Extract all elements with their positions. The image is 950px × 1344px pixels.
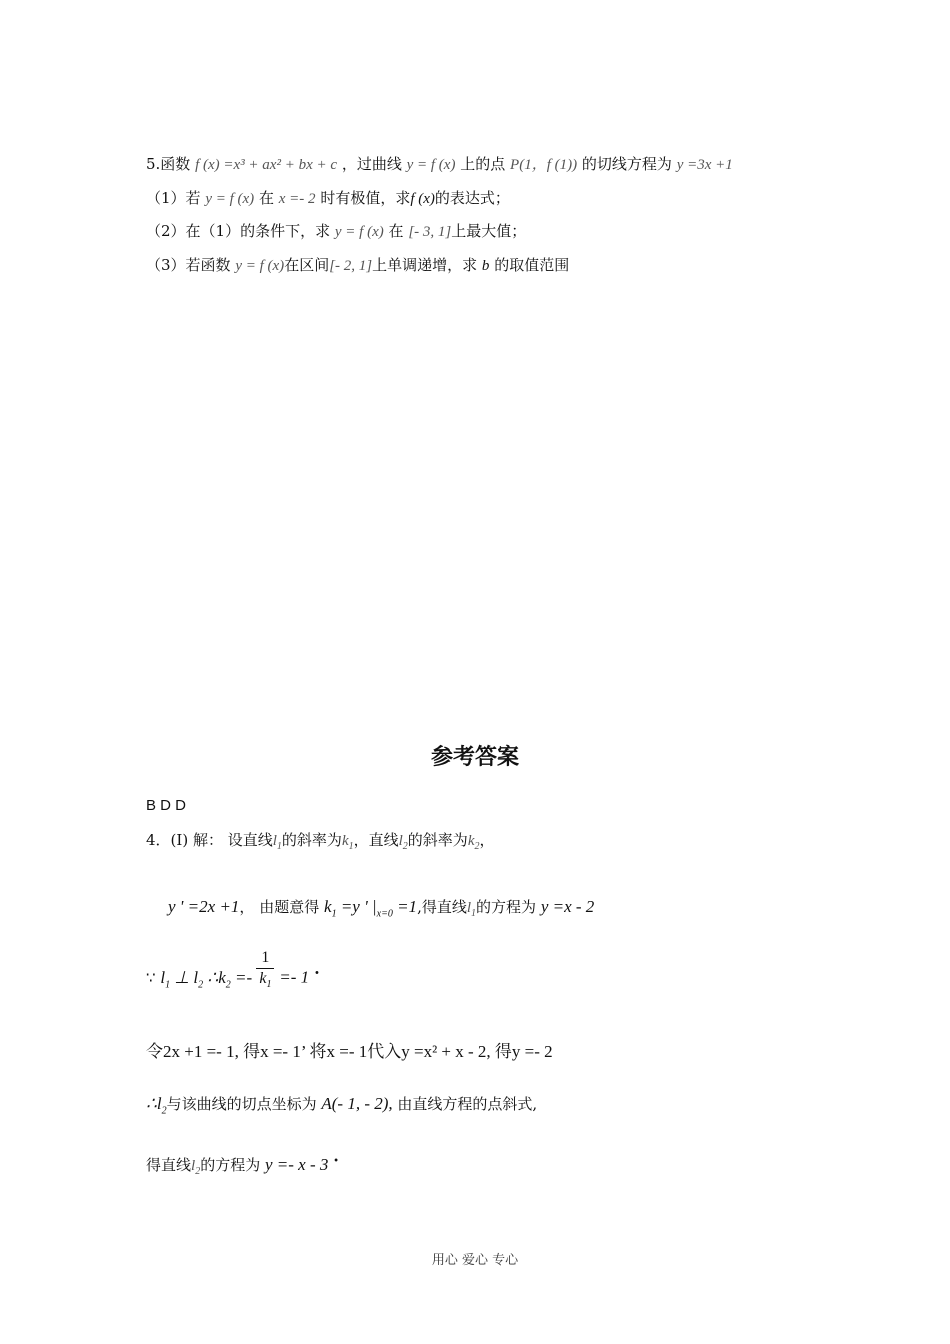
point-expression: P(1，f (1)) xyxy=(510,157,578,173)
math: [- 2, 1] xyxy=(329,258,373,274)
text: 的方程为 xyxy=(200,1156,261,1174)
math: 令2x +1 =- 1, 得x =- 1’ 将x =- 1代入y =x² + x - 2, 得y =- 2 xyxy=(146,1042,553,1061)
math: =1 xyxy=(392,897,418,916)
math: f (x) xyxy=(410,191,435,207)
choice-answers: B D D xyxy=(146,797,187,814)
math: k xyxy=(259,970,267,987)
question-3 xyxy=(146,255,569,276)
text: 时有极值，求 xyxy=(320,189,411,207)
math: $l_1$ ⊥ $l_2$ $\therefore k_2$ =- xyxy=(160,967,257,990)
math: =- xyxy=(230,967,257,987)
text: 的取值范围 xyxy=(494,256,570,274)
math: y = f (x) xyxy=(235,258,285,274)
math: k xyxy=(218,967,226,987)
text: ∵ xyxy=(146,968,156,987)
math: $k_1 =y$ ' $|_{x=0} =1$ xyxy=(324,897,418,920)
math: l xyxy=(466,900,472,916)
math: ⊥ xyxy=(170,967,194,987)
math: $k_1$ xyxy=(259,970,272,991)
problem5-label: 5.函数 xyxy=(146,155,191,173)
math: =y ' | xyxy=(336,897,377,916)
text: （2）在（1）的条件下，求 xyxy=(146,222,331,240)
math: ∴ xyxy=(203,967,219,987)
text: （1）若 xyxy=(146,189,201,207)
math: [- 3, 1] xyxy=(408,224,452,240)
text: ，直线 xyxy=(353,831,399,849)
text: ， xyxy=(479,831,495,849)
math: $\therefore l_2$ xyxy=(146,1094,167,1117)
text: 4．(I) 解： xyxy=(146,831,223,849)
math: y =- x - 3 xyxy=(264,1155,329,1174)
tangent-point-line xyxy=(146,1094,537,1121)
math: x=0 xyxy=(376,908,393,920)
math: l xyxy=(156,1094,162,1113)
math: k xyxy=(341,833,349,849)
text: 在区间 xyxy=(284,256,330,274)
math: $k_2$ xyxy=(467,833,480,852)
math: l xyxy=(398,833,403,849)
solve-line xyxy=(146,1042,553,1062)
math: $l_1$ xyxy=(272,833,282,852)
text: 设直线 xyxy=(227,831,273,849)
math: =- 1 xyxy=(279,967,310,987)
function-expression: f (x) =x³ + ax² + bx + c xyxy=(195,157,338,173)
math: y = f (x) xyxy=(334,224,384,240)
fraction xyxy=(256,948,274,995)
text: 的表达式； xyxy=(434,189,510,207)
problem5-statement xyxy=(146,154,733,175)
math: y =x - 2 xyxy=(540,897,595,916)
perpendicular-line xyxy=(146,949,320,995)
answers-title: 参考答案 xyxy=(430,745,519,770)
text: 的斜率为 xyxy=(281,831,342,849)
math: $l_2$ xyxy=(398,833,408,852)
text: ，过曲线 xyxy=(341,155,402,173)
math: l xyxy=(160,967,166,987)
math: x =- 2 xyxy=(278,191,316,207)
text: （3）若函数 xyxy=(146,256,231,274)
text: ,得直线 xyxy=(417,898,467,916)
math: k xyxy=(324,897,332,916)
text: 在 xyxy=(388,222,404,240)
text: 与该曲线的切点坐标为 xyxy=(166,1095,317,1113)
text: 的切线方程为 xyxy=(581,155,672,173)
text: ， xyxy=(239,898,255,916)
text: 上最大值； xyxy=(451,222,527,240)
math: y ' =2x +1 xyxy=(168,897,240,916)
question-2 xyxy=(146,221,526,242)
page-footer: 用心 爱心 专心 xyxy=(431,1253,519,1268)
math: 1 xyxy=(256,948,274,969)
math: A(- 1, - 2), xyxy=(321,1094,393,1113)
math: $k_1$ xyxy=(341,833,354,852)
math: l xyxy=(193,967,199,987)
text: 上的点 xyxy=(460,155,506,173)
question-1 xyxy=(146,188,510,209)
math: l xyxy=(191,1158,196,1174)
math: $l_2$ xyxy=(191,1158,201,1177)
text: 的方程为 xyxy=(476,898,537,916)
final-equation-line xyxy=(146,1152,339,1182)
math: l xyxy=(272,833,277,849)
text: 得直线 xyxy=(146,1156,192,1174)
text: • xyxy=(333,1156,340,1167)
text: 由题意得 xyxy=(259,898,320,916)
text: • xyxy=(313,968,320,980)
text: 在 xyxy=(258,189,274,207)
math: b xyxy=(481,258,490,274)
math: ∴ xyxy=(146,1094,157,1113)
text: 的斜率为 xyxy=(407,831,468,849)
tangent-expression: y =3x +1 xyxy=(676,157,733,173)
math: k xyxy=(467,833,475,849)
curve-expression: y = f (x) xyxy=(406,157,456,173)
answer-4-intro xyxy=(146,830,495,857)
math: y = f (x) xyxy=(205,191,255,207)
derivative-line xyxy=(168,897,594,924)
text: 上单调递增，求 xyxy=(372,256,478,274)
text: 由直线方程的点斜式, xyxy=(397,1095,538,1113)
math: $l_1$ xyxy=(466,900,477,919)
